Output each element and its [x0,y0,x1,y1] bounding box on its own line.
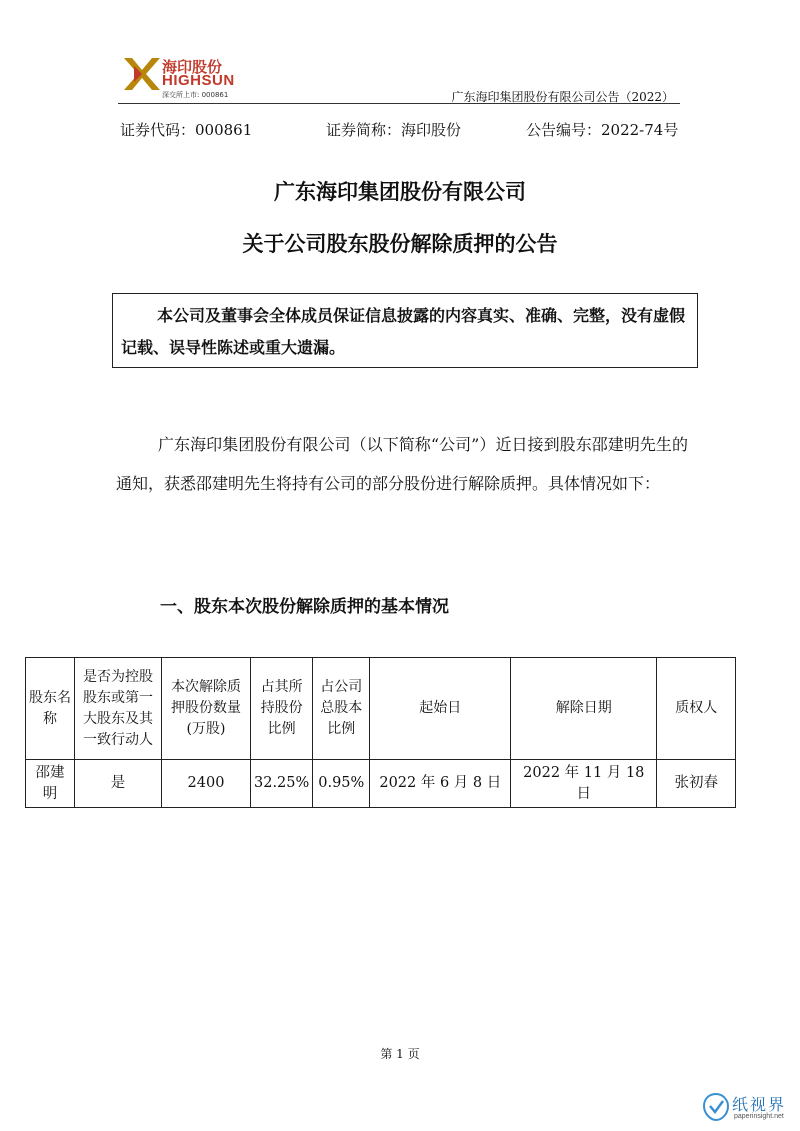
table-header-cell: 是否为控股股东或第一大股东及其一致行动人 [75,658,162,760]
section-heading: 一、股东本次股份解除质押的基本情况 [160,597,449,617]
notice-number: 公告编号：2022-74号 [526,121,679,139]
declaration-box [112,293,698,368]
table-header-cell: 股东名称 [26,658,75,760]
table-cell: 2400 [162,760,251,808]
table-header-cell: 占公司总股本比例 [313,658,370,760]
watermark-text-cn: 纸视界 [732,1095,787,1114]
body-paragraph: 广东海印集团股份有限公司（以下简称“公司”）近日接到股东邵建明先生的通知，获悉邵建明先生将持有公司的部分股份进行解除质押。具体情况如下： [116,435,688,493]
page-number: 第 1 页 [380,1047,420,1061]
header-note: 广东海印集团股份有限公司公告（2022） [451,90,674,104]
table-cell: 是 [75,760,162,808]
watermark [702,1088,798,1128]
table-header-row [26,658,736,760]
header-divider [118,103,680,104]
table-cell: 2022 年 6 月 8 日 [370,760,511,808]
table-row [26,760,736,808]
document-title-line1: 广东海印集团股份有限公司 [274,180,526,204]
security-code: 证券代码：000861 [120,121,253,139]
table-header-cell: 质权人 [657,658,736,760]
pledge-table [25,657,736,808]
table-header-cell: 占其所持股份比例 [251,658,313,760]
table-cell: 2022 年 11 月 18 日 [511,760,657,808]
logo-text-cn: 海印股份 [162,58,223,76]
table-cell: 张初春 [657,760,736,808]
security-short-name: 证券简称：海印股份 [326,121,462,139]
logo-subtext: 深交所上市: 000861 [162,91,229,99]
table-cell: 邵建明 [26,760,75,808]
table-cell: 0.95% [313,760,370,808]
table-header-cell: 本次解除质押股份数量(万股) [162,658,251,760]
table-cell: 32.25% [251,760,313,808]
document-title-line2: 关于公司股东股份解除质押的公告 [242,232,558,256]
declaration-text: 本公司及董事会全体成员保证信息披露的内容真实、准确、完整，没有虚假记载、误导性陈述或重大遗漏。 [121,306,686,357]
watermark-text-en: paperinsight.net [734,1113,784,1120]
table-header-cell: 起始日 [370,658,511,760]
company-logo [120,52,270,100]
watermark-logo-icon [702,1092,730,1122]
table-header-cell: 解除日期 [511,658,657,760]
logo-mark-icon [120,52,160,96]
logo-text-en: HIGHSUN [162,72,235,89]
